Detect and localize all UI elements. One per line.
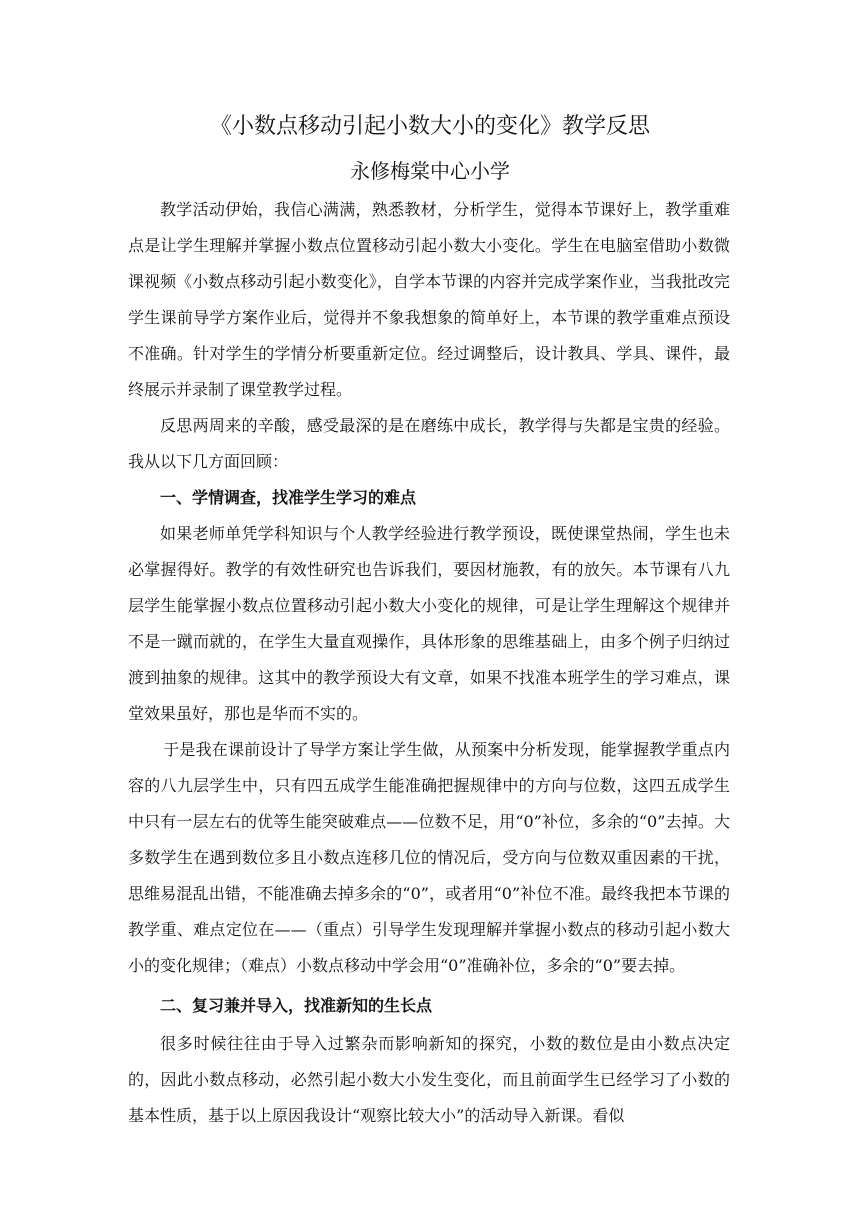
paragraph-section2-a: 很多时候往往由于导入过繁杂而影响新知的探究，小数的数位是由小数点决定的，因此小数点移动，必然引起小数大小发生变化，而且前面学生已经学习了小数的基本性质，基于以上原因我设计“观察比较大小”的活动导入新课。看似 xyxy=(128,1034,730,1125)
paragraph-reflection: 反思两周来的辛酸，感受最深的是在磨练中成长，教学得与失都是宝贵的经验。我从以下几方面回顾： xyxy=(128,416,730,471)
document-body xyxy=(128,192,730,1134)
paragraph-intro: 教学活动伊始，我信心满满，熟悉教材，分析学生，觉得本节课好上，教学重难点是让学生理解并掌握小数点位置移动引起小数大小变化。学生在电脑室借助小数微课视频《小数点移动引起小数变化》，自学本节课的内容并完成学案作业，当我批改完学生课前导学方案作业后，觉得并不象我想象的简单好上，本节课的教学重难点预设不准确。针对学生的学情分析要重新定位。经过调整后，设计教具、学具、课件，最终展示并录制了课堂教学过程。 xyxy=(128,200,730,399)
section-heading-1: 一、学情调查，找准学生学习的难点 xyxy=(160,488,417,507)
document-author: 永修梅棠中心小学 xyxy=(350,159,510,183)
section-heading-2: 二、复习兼并导入，找准新知的生长点 xyxy=(160,996,433,1015)
document-title: 《小数点移动引起小数大小的变化》教学反思 xyxy=(209,114,650,139)
paragraph-section1-a: 如果老师单凭学科知识与个人教学经验进行教学预设，既使课堂热闹，学生也未必掌握得好。教学的有效性研究也告诉我们，要因材施教，有的放矢。本节课有八九层学生能掌握小数点位置移动引起小数大小变化的规律，可是让学生理解这个规律并不是一蹴而就的，在学生大量直观操作，具体形象的思维基础上，由多个例子归纳过渡到抽象的规律。这其中的教学预设大有文章，如果不找准本班学生的学习难点，课堂效果虽好，那也是华而不实的。 xyxy=(128,524,730,723)
paragraph-section1-b: 于是我在课前设计了导学方案让学生做，从预案中分析发现，能掌握教学重点内容的八九层学生中，只有四五成学生能准确把握规律中的方向与位数，这四五成学生中只有一层左右的优等生能突破难点——位数不足，用“0”补位，多余的“0”去掉。大多数学生在遇到数位多且小数点连移几位的情况后，受方向与位数双重因素的干扰，思维易混乱出错，不能准确去掉多余的“0”，或者用“0”补位不准。最终我把本节课的教学重、难点定位在——（重点）引导学生发现理解并掌握小数点的移动引起小数大小的变化规律；（难点）小数点移动中学会用“0”准确补位，多余的“0”要去掉。 xyxy=(128,740,730,975)
